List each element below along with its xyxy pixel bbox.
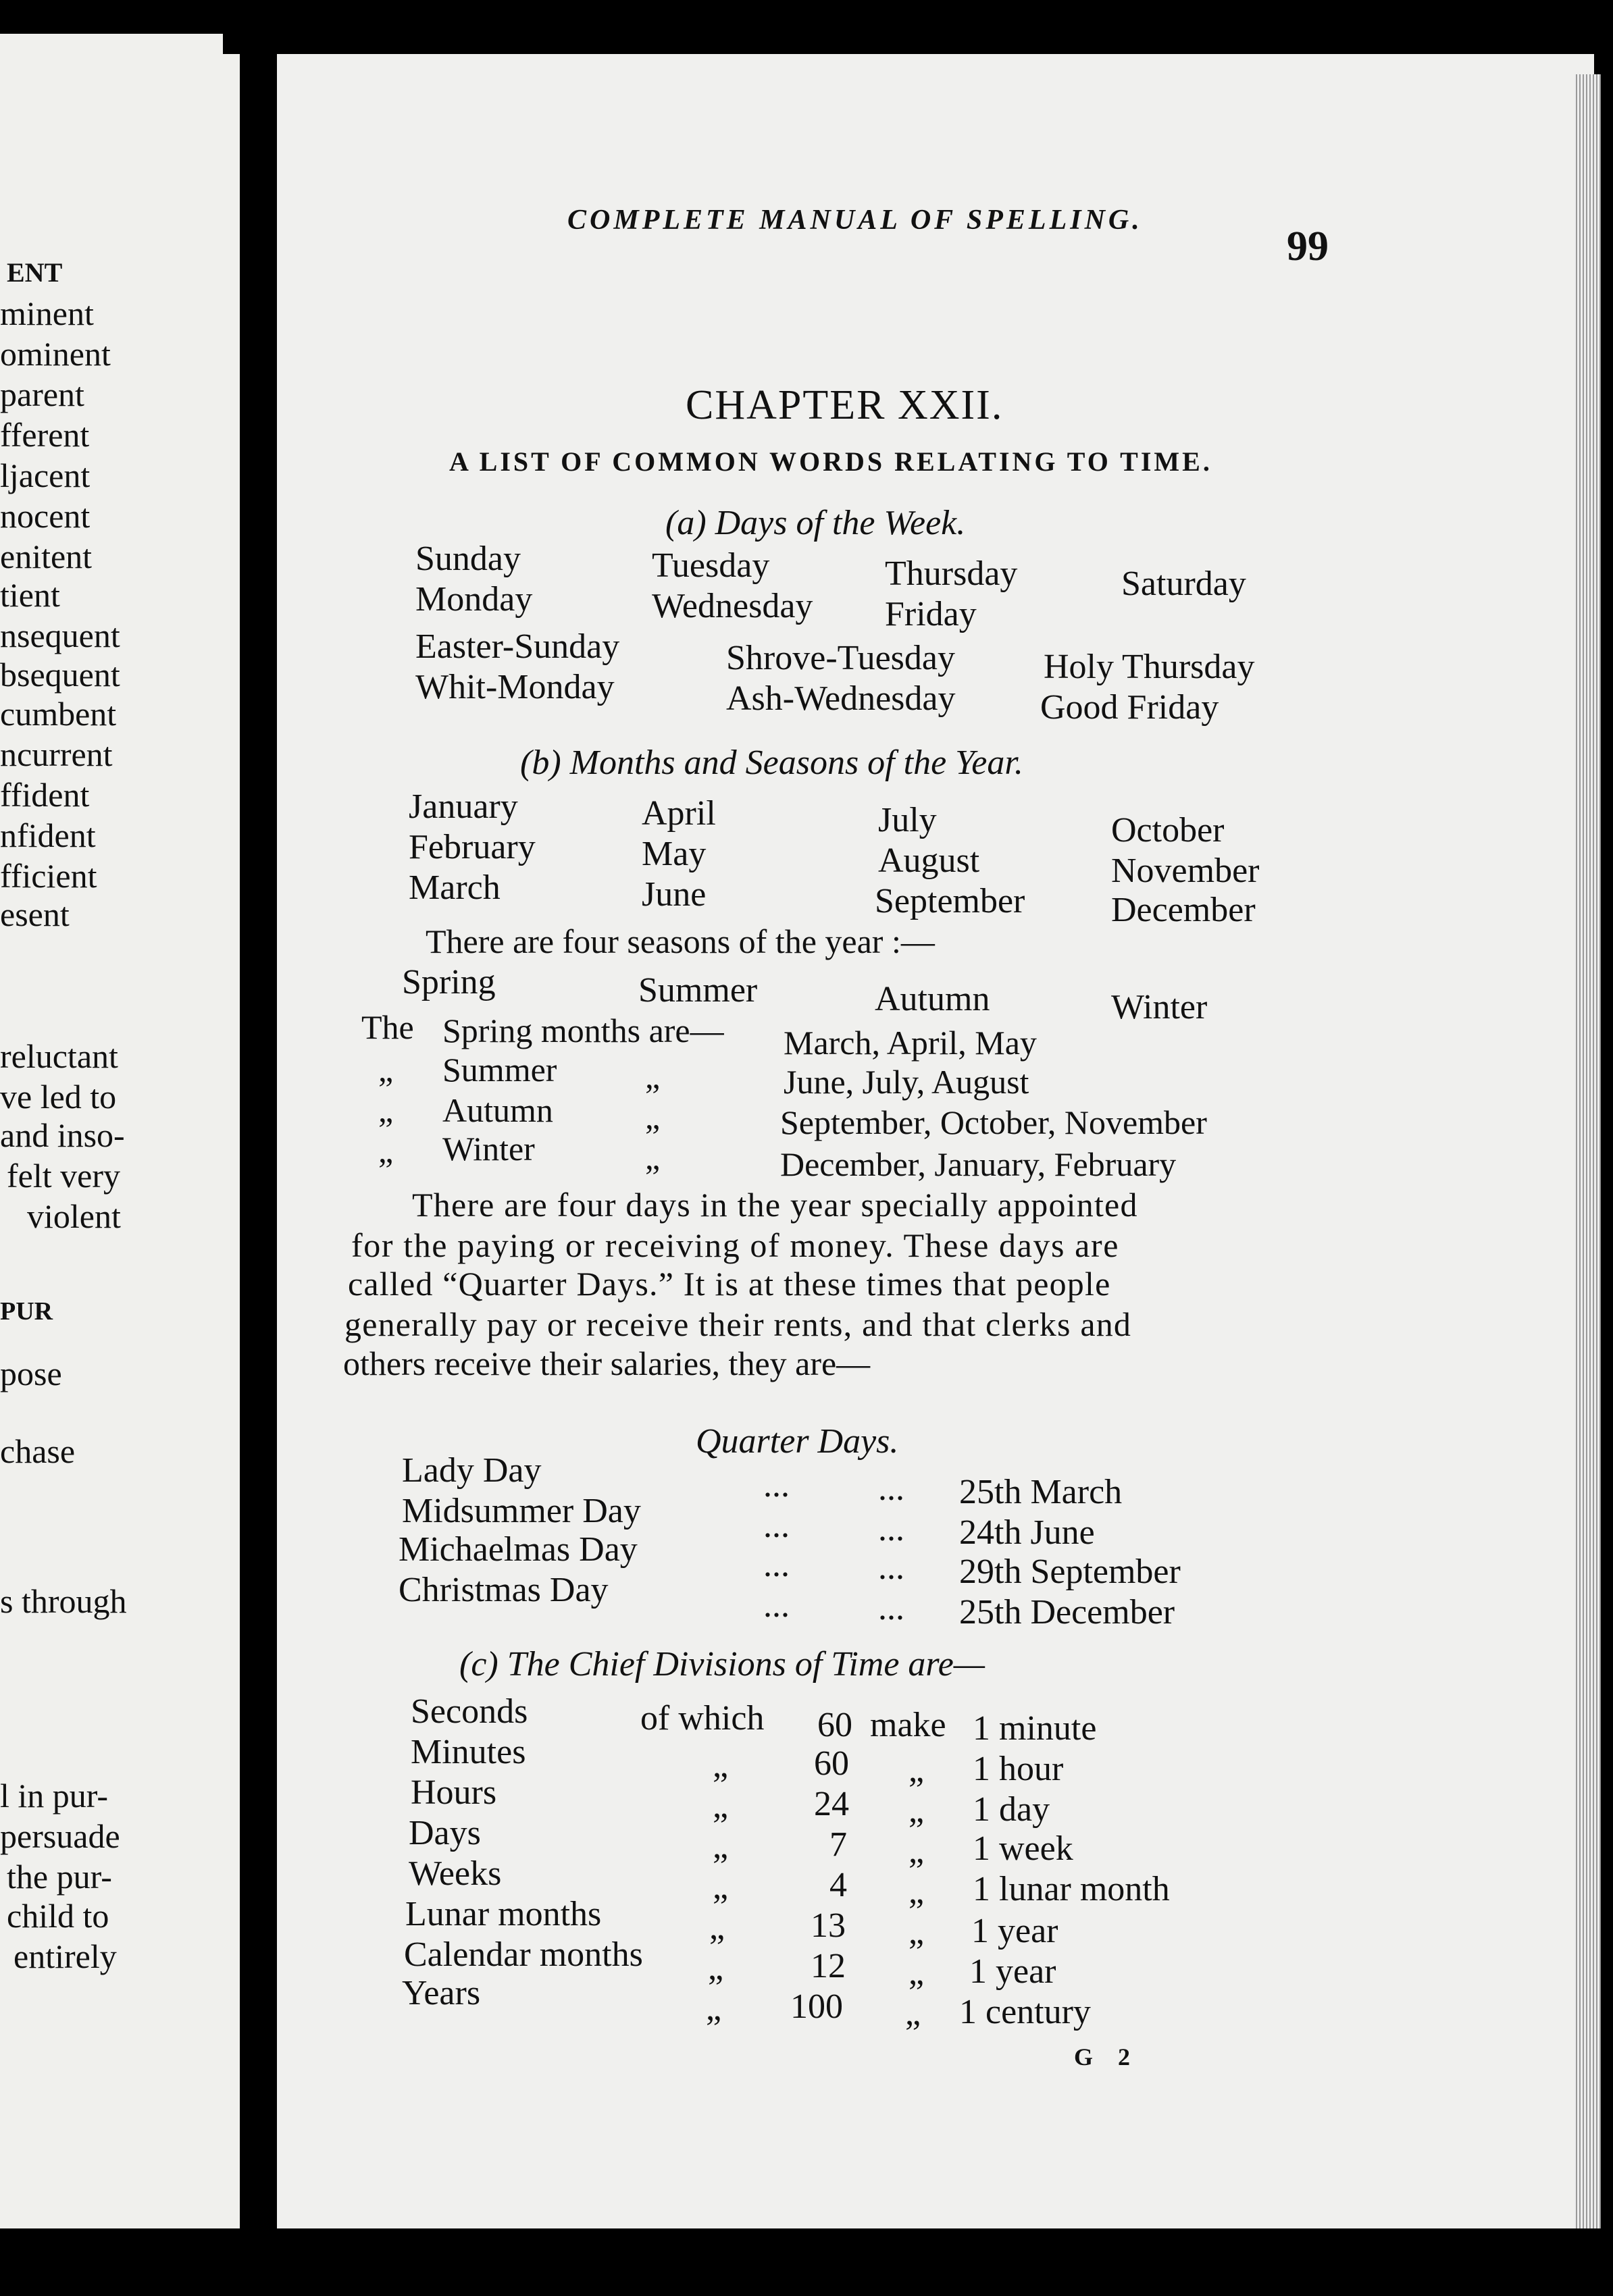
left-word: l in pur-	[0, 1777, 109, 1815]
month-word: November	[1111, 852, 1260, 890]
season-line-months: March, April, May	[784, 1024, 1037, 1062]
division-unit: Years	[402, 1974, 481, 2012]
season-line-name: Summer	[442, 1051, 557, 1089]
day-word: Sunday	[415, 540, 521, 578]
ditto-mark: „	[908, 1913, 925, 1952]
paragraph-line: generally pay or receive their rents, and that clerks and	[344, 1305, 1132, 1343]
ditto-mark: „	[713, 1746, 729, 1785]
ditto-mark: „	[706, 1989, 722, 2028]
division-unit: Lunar months	[405, 1895, 602, 1933]
ditto-mark: „	[645, 1098, 661, 1136]
season-word: Winter	[1111, 988, 1208, 1026]
quarter-day-name: Lady Day	[402, 1451, 542, 1490]
ellipsis: ...	[763, 1466, 790, 1505]
day-word: Tuesday	[652, 546, 770, 585]
left-word: pose	[0, 1355, 62, 1392]
divisions-heading: (c) The Chief Divisions of Time are—	[459, 1645, 985, 1684]
ditto-mark: „	[645, 1058, 661, 1095]
left-word: parent	[0, 375, 84, 413]
division-count: 13	[811, 1906, 846, 1945]
division-count: 7	[829, 1825, 847, 1864]
ellipsis: ...	[878, 1469, 904, 1508]
season-line-prefix: The	[361, 1008, 414, 1046]
seasons-intro: There are four seasons of the year :—	[426, 922, 935, 960]
paragraph-line: called “Quarter Days.” It is at these times that people	[348, 1265, 1111, 1303]
left-word: and inso-	[0, 1116, 125, 1154]
division-result: 1 day	[973, 1790, 1050, 1829]
paragraph-line: others receive their salaries, they are—	[343, 1345, 871, 1382]
left-word: felt very	[7, 1157, 120, 1195]
season-line-months: September, October, November	[780, 1103, 1207, 1141]
left-word: ve led to	[0, 1078, 117, 1116]
month-word: February	[409, 828, 536, 866]
division-count: 100	[790, 1987, 843, 2026]
list-title: A LIST OF COMMON WORDS RELATING TO TIME.	[449, 446, 1212, 477]
left-word: reluctant	[0, 1037, 118, 1075]
quarter-day-date: 25th December	[959, 1593, 1175, 1632]
month-word: December	[1111, 891, 1256, 929]
division-unit: Weeks	[409, 1854, 502, 1893]
day-word: Whit-Monday	[415, 668, 615, 706]
division-count: 60	[814, 1744, 849, 1783]
ditto-mark: „	[905, 1994, 921, 2033]
ditto-mark: „	[378, 1132, 394, 1170]
day-word: Monday	[415, 580, 533, 619]
quarter-day-name: Midsummer Day	[402, 1492, 641, 1530]
season-line-name: Winter	[442, 1130, 535, 1168]
ditto-mark: „	[908, 1873, 925, 1911]
left-word: nsequent	[0, 617, 120, 654]
left-word: nfident	[0, 816, 96, 854]
left-word: PUR	[0, 1297, 53, 1326]
ellipsis: ...	[763, 1546, 790, 1584]
division-count: 24	[814, 1785, 849, 1823]
season-word: Spring	[402, 963, 496, 1001]
left-word: chase	[0, 1432, 76, 1470]
ditto-mark: „	[713, 1827, 729, 1866]
left-word: ffident	[0, 776, 90, 814]
ditto-mark: „	[708, 1949, 724, 1987]
left-word: entirely	[14, 1937, 117, 1975]
division-result: 1 year	[971, 1912, 1058, 1950]
ellipsis: ...	[763, 1586, 790, 1625]
month-word: July	[878, 801, 937, 839]
left-word: nocent	[0, 497, 91, 535]
ditto-mark: „	[908, 1832, 925, 1871]
left-page-text	[0, 0, 223, 2296]
division-result: 1 week	[973, 1829, 1073, 1868]
ditto-mark: „	[645, 1139, 661, 1176]
days-heading: (a) Days of the Week.	[665, 504, 966, 542]
of-which-label: of which	[640, 1699, 765, 1738]
division-count: 60	[817, 1706, 852, 1744]
left-word: bsequent	[0, 656, 120, 694]
month-word: June	[642, 875, 707, 914]
left-word: tient	[0, 576, 60, 614]
quarter-days-heading: Quarter Days.	[696, 1422, 899, 1461]
page-number: 99	[1287, 224, 1329, 269]
left-word: esent	[0, 895, 70, 933]
left-word: s through	[0, 1582, 127, 1620]
left-word: child to	[7, 1897, 109, 1935]
day-word: Ash-Wednesday	[726, 679, 956, 718]
ellipsis: ...	[763, 1507, 790, 1545]
ditto-mark: „	[378, 1091, 394, 1129]
day-word: Shrove-Tuesday	[726, 639, 955, 677]
chapter-title: CHAPTER XXII.	[686, 382, 1004, 428]
ditto-mark: „	[908, 1954, 925, 1992]
day-word: Thursday	[885, 554, 1018, 593]
division-result: 1 minute	[973, 1709, 1097, 1748]
month-word: March	[409, 868, 501, 907]
left-word: violent	[27, 1197, 121, 1235]
ditto-mark: „	[709, 1908, 725, 1947]
paragraph-line: for the paying or receiving of money. These days are	[351, 1226, 1119, 1264]
quarter-day-date: 25th March	[959, 1473, 1123, 1511]
season-line-name: Autumn	[442, 1091, 553, 1129]
month-word: April	[642, 794, 716, 833]
ditto-mark: „	[908, 1751, 925, 1790]
division-result: 1 lunar month	[973, 1870, 1170, 1908]
quarter-day-name: Michaelmas Day	[399, 1530, 638, 1569]
season-line-name: Spring months are—	[442, 1012, 724, 1049]
season-line-months: June, July, August	[784, 1063, 1029, 1101]
running-title: COMPLETE MANUAL OF SPELLING.	[567, 205, 1143, 236]
ditto-mark: „	[908, 1792, 925, 1830]
division-count: 4	[829, 1866, 847, 1904]
month-word: October	[1111, 811, 1225, 850]
months-heading: (b) Months and Seasons of the Year.	[520, 743, 1023, 782]
division-unit: Calendar months	[404, 1935, 643, 1974]
make-label: make	[870, 1706, 946, 1744]
division-unit: Days	[409, 1814, 481, 1852]
day-word: Good Friday	[1040, 688, 1219, 727]
signature-mark: G 2	[1074, 2043, 1140, 2070]
left-word: fficient	[0, 857, 97, 895]
quarter-day-name: Christmas Day	[399, 1571, 609, 1609]
ditto-mark: „	[713, 1787, 729, 1825]
season-word: Autumn	[875, 980, 990, 1018]
season-word: Summer	[638, 971, 758, 1010]
paragraph-line: There are four days in the year specially appointed	[412, 1186, 1138, 1224]
month-word: September	[875, 882, 1025, 920]
left-word: ENT	[7, 257, 63, 288]
ditto-mark: „	[378, 1051, 394, 1089]
month-word: January	[409, 787, 518, 826]
ellipsis: ...	[878, 1589, 904, 1627]
ditto-mark: „	[713, 1868, 729, 1906]
left-word: fferent	[0, 416, 90, 454]
day-word: Saturday	[1121, 565, 1246, 603]
left-word: the pur-	[7, 1858, 112, 1896]
division-result: 1 century	[959, 1993, 1091, 2031]
division-unit: Minutes	[411, 1733, 526, 1771]
left-word: minent	[0, 294, 94, 332]
division-result: 1 hour	[973, 1750, 1064, 1788]
quarter-day-date: 29th September	[959, 1553, 1181, 1591]
day-word: Wednesday	[652, 587, 813, 625]
division-result: 1 year	[969, 1952, 1056, 1991]
left-word: ncurrent	[0, 735, 113, 773]
left-word: persuade	[0, 1817, 120, 1855]
left-word: ominent	[0, 335, 111, 373]
day-word: Holy Thursday	[1044, 648, 1255, 686]
division-unit: Seconds	[411, 1692, 528, 1731]
month-word: August	[878, 841, 980, 880]
left-word: enitent	[0, 538, 93, 575]
ellipsis: ...	[878, 1548, 904, 1587]
page-edge-stripes	[1574, 74, 1601, 2228]
day-word: Friday	[885, 595, 977, 633]
quarter-day-date: 24th June	[959, 1513, 1095, 1552]
left-word: ljacent	[0, 456, 91, 494]
division-count: 12	[811, 1947, 846, 1985]
season-line-months: December, January, February	[780, 1145, 1177, 1183]
division-unit: Hours	[411, 1773, 497, 1812]
ellipsis: ...	[878, 1510, 904, 1548]
day-word: Easter-Sunday	[415, 627, 620, 666]
month-word: May	[642, 835, 707, 873]
left-page-edge	[223, 54, 240, 2228]
left-word: cumbent	[0, 695, 117, 733]
